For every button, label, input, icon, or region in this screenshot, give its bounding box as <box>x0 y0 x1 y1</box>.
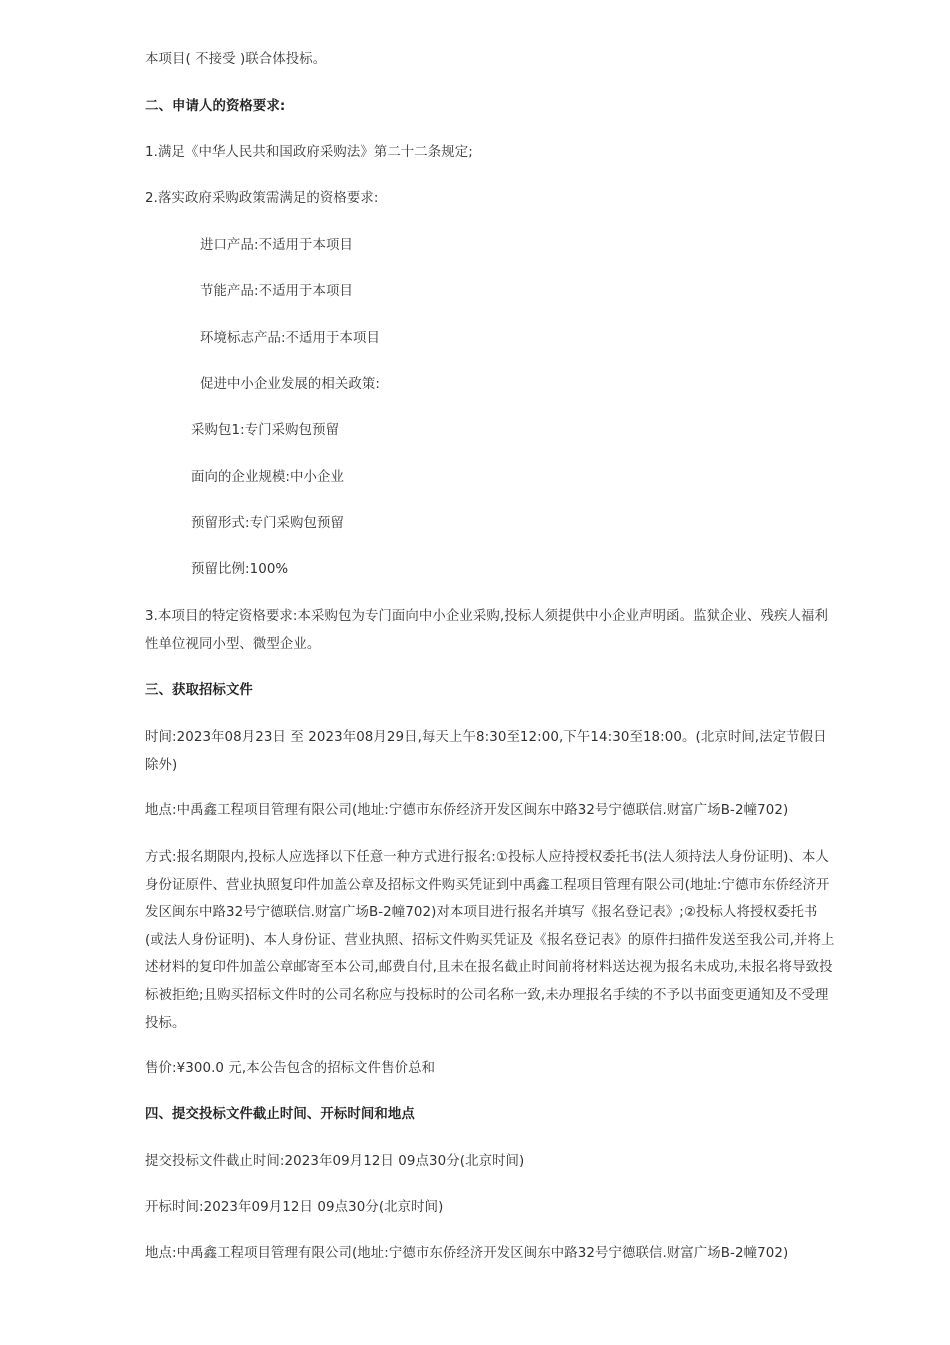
opening-time: 开标时间:2023年09月12日 09点30分(北京时间) <box>145 1200 444 1215</box>
obtain-place: 地点:中禹鑫工程项目管理有限公司(地址:宁德市东侨经济开发区闽东中路32号宁德联信.财富广场B-2幢702) <box>145 803 789 818</box>
reserve-ratio: 预留比例:100% <box>191 562 289 577</box>
policy-env-products: 环境标志产品:不适用于本项目 <box>200 331 380 346</box>
section-2-heading: 二、申请人的资格要求: <box>145 99 286 114</box>
obtain-method: 方式:报名期限内,投标人应选择以下任意一种方式进行报名:①投标人应持授权委托书(法人须持法人身份证明)、本人身份证原件、营业执照复印件加盖公章及招标文件购买凭证到中禹鑫工程项目管理有限公司(地址:宁德市东侨经济开发区闽东中路32号宁德联信.财富广场B-2幢702)对本项目进行报名并填写《报名登记表》;②投标人将授权委托书(或法人身份证明)、本人身份证、营业执照、招标文件购买凭证及《报名登记表》的原件扫描件发送至我公司,并将上述材料的复印件加盖公章邮寄至本公司,邮费自付,且未在报名截止时间前将材料送达视为报名未成功,未报名将导致投标被拒绝;且购买招标文件时的公司名称应与投标时的公司名称一致,未办理报名手续的不予以书面变更通知及不受理投标。 <box>145 850 835 1031</box>
opening-place: 地点:中禹鑫工程项目管理有限公司(地址:宁德市东侨经济开发区闽东中路32号宁德联信.财富广场B-2幢702) <box>145 1246 789 1261</box>
policy-sme: 促进中小企业发展的相关政策: <box>200 377 380 392</box>
obtain-time: 时间:2023年08月23日 至 2023年08月29日,每天上午8:30至12:00,下午14:30至18:00。(北京时间,法定节假日除外) <box>145 730 827 773</box>
document-price: 售价:¥300.0 元,本公告包含的招标文件售价总和 <box>145 1061 436 1076</box>
requirement-1: 1.满足《中华人民共和国政府采购法》第二十二条规定; <box>145 145 473 160</box>
policy-import-products: 进口产品:不适用于本项目 <box>200 238 354 253</box>
policy-energy-products: 节能产品:不适用于本项目 <box>200 284 354 299</box>
submission-deadline: 提交投标文件截止时间:2023年09月12日 09点30分(北京时间) <box>145 1154 525 1169</box>
consortium-note: 本项目( 不接受 )联合体投标。 <box>145 52 327 67</box>
procurement-package: 采购包1:专门采购包预留 <box>191 423 340 438</box>
section-4-heading: 四、提交投标文件截止时间、开标时间和地点 <box>145 1107 415 1122</box>
section-3-heading: 三、获取招标文件 <box>145 683 253 698</box>
enterprise-scale: 面向的企业规模:中小企业 <box>191 470 345 485</box>
reserve-form: 预留形式:专门采购包预留 <box>191 516 345 531</box>
requirement-3: 3.本项目的特定资格要求:本采购包为专门面向中小企业采购,投标人须提供中小企业声明函。监狱企业、残疾人福利性单位视同小型、微型企业。 <box>145 609 828 652</box>
requirement-2: 2.落实政府采购政策需满足的资格要求: <box>145 191 379 206</box>
